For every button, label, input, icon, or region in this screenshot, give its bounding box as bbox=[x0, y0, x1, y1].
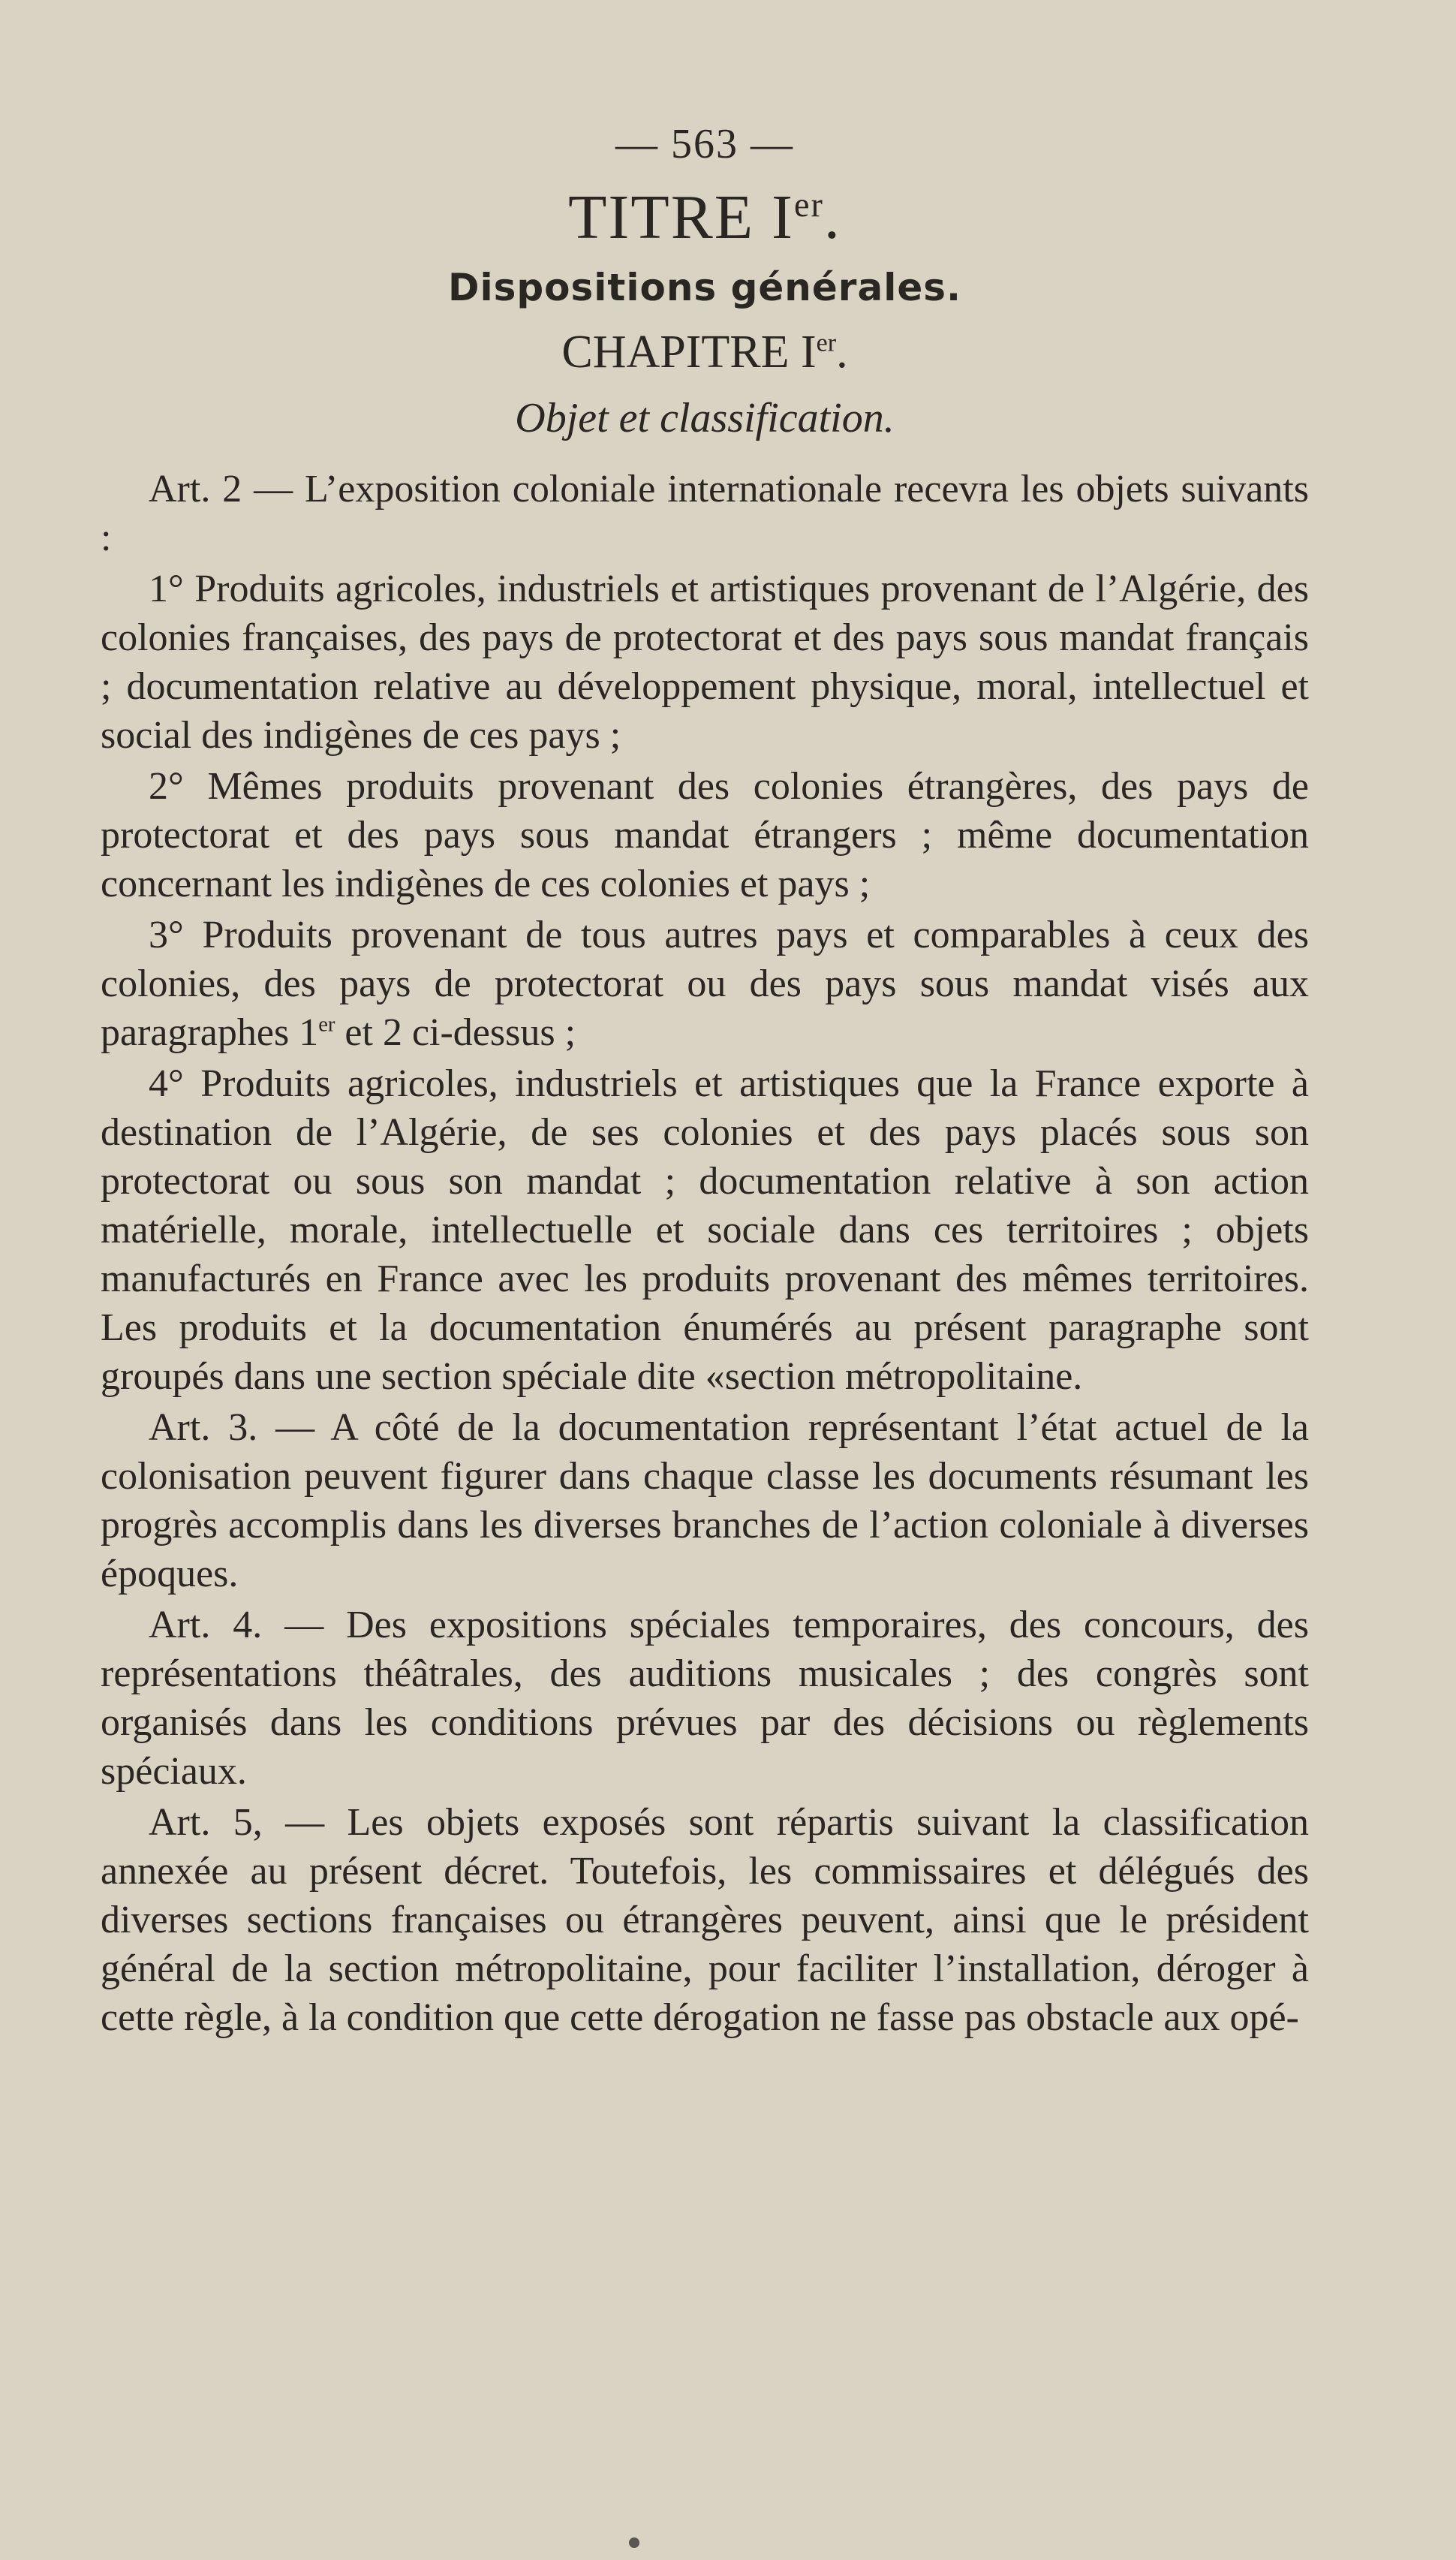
footer-ink-mark bbox=[629, 2537, 639, 2548]
article-2-intro: Art. 2 — L’exposition coloniale internationale recevra les objets suivants : bbox=[101, 468, 1309, 560]
chapitre-text: CHAPITRE I bbox=[561, 327, 817, 378]
chapitre-end: . bbox=[836, 327, 848, 378]
item-3-superscript: er bbox=[318, 1013, 335, 1037]
item-3-paragraph bbox=[101, 911, 1309, 1057]
article-4-paragraph: Art. 4. — Des expositions spéciales temporaires, des concours, des représentations théâtrales, des auditions musicales ; des congrès sont organisés dans les conditions prévues par des décisions ou règlements spéciaux. bbox=[101, 1604, 1309, 1794]
chapitre-superscript: er bbox=[816, 329, 837, 357]
titre-end: . bbox=[823, 182, 841, 252]
item-1-paragraph: 1° Produits agricoles, industriels et artistiques provenant de l’Algérie, des colonies françaises, des pays de protectorat et des pays sous mandat français ; documentation relative au développement physique, moral, intellectuel et social des indigènes de ces pays ; bbox=[101, 568, 1309, 757]
article-5-paragraph: Art. 5, — Les objets exposés sont répartis suivant la classification annexée au présent décret. Toutefois, les commissaires et délégués des diverses sections françaises ou étrangères peuvent, ainsi que le président général de la section métropolitaine, pour faciliter l’installation, déroger à cette règle, à la condition que cette dérogation ne fasse pas obstacle aux opé- bbox=[101, 1801, 1309, 2040]
item-4-paragraph: 4° Produits agricoles, industriels et artistiques que la France exporte à destination de l’Algérie, de ses colonies et des pays placés sous son protectorat ou sous son mandat ; documentation relative à son action matérielle, morale, intellectuelle et sociale dans ces territoires ; objets manufacturés en France avec les produits provenant des mêmes territoires. Les produits et la documentation énumérés au présent paragraphe sont groupés dans une section spéciale dite «section métropolitaine. bbox=[101, 1062, 1309, 1399]
titre-heading bbox=[101, 182, 1309, 252]
dispositions-heading: Dispositions générales. bbox=[447, 266, 961, 310]
chapitre-heading bbox=[101, 326, 1309, 379]
objet-subheading: Objet et classification. bbox=[515, 395, 895, 442]
item-2-paragraph: 2° Mêmes produits provenant des colonies étrangères, des pays de protectorat et des pays sous mandat étrangers ; même documentation concernant les indigènes de ces colonies et pays ; bbox=[101, 765, 1309, 906]
article-3-paragraph: Art. 3. — A côté de la documentation représentant l’état actuel de la colonisation peuvent figurer dans chaque classe les documents résumant les progrès accomplis dans les diverses branches de l’action coloniale à diverses époques. bbox=[101, 1406, 1309, 1596]
page-text bbox=[101, 120, 1309, 2044]
titre-superscript: er bbox=[794, 185, 824, 224]
item-3-text-a: 3° Produits provenant de tous autres pays et comparables à ceux des colonies, des pays de protectorat ou des pays sous mandat visés aux paragraphes 1 bbox=[101, 914, 1309, 1055]
item-3-text-b: et 2 ci-dessus ; bbox=[335, 1011, 576, 1055]
page-number: — 563 — bbox=[615, 121, 794, 167]
titre-text: TITRE I bbox=[568, 182, 794, 252]
